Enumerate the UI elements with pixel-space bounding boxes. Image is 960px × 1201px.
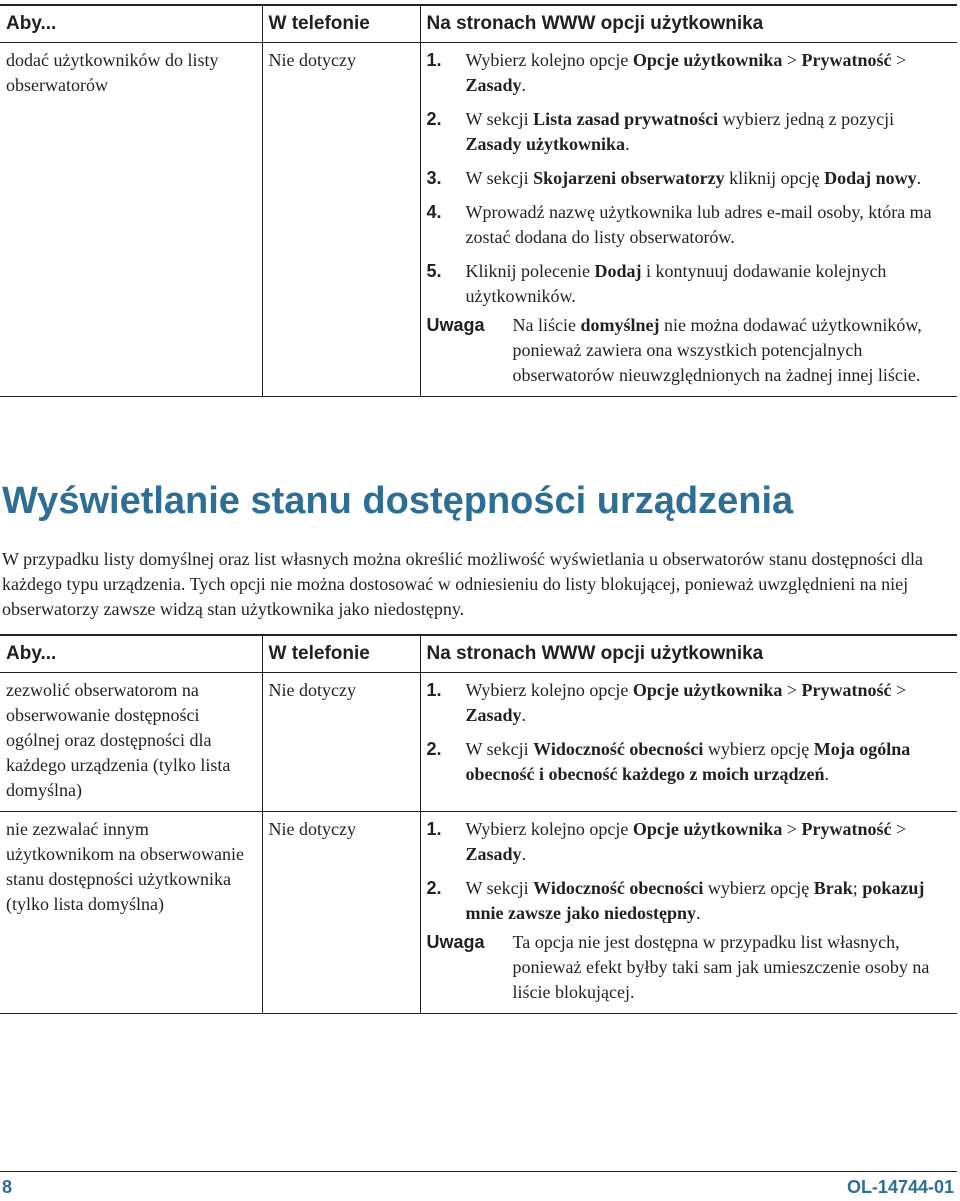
bold-term: Zasady [465, 705, 522, 725]
step-text [466, 109, 895, 154]
step-number: 1. [426, 50, 442, 70]
bold-term: Zasady [465, 75, 522, 95]
column-header-goal: Aby... [0, 5, 262, 43]
phone-cell: Nie dotyczy [262, 673, 420, 812]
table-header-row [0, 5, 957, 43]
table-row [0, 812, 957, 1014]
text-run: wybierz jedną z pozycji [718, 109, 895, 129]
web-steps-cell [420, 43, 957, 397]
bold-term: Skojarzeni obserwatorzy [533, 168, 725, 188]
bold-term: Dodaj nowy [824, 168, 917, 188]
goal-cell: nie zezwalać innym użytkownikom na obserwowanie stanu dostępności użytkownika (tylko lista domyślna) [0, 812, 262, 1014]
note-label: Uwaga [426, 315, 485, 335]
step-text [466, 261, 887, 306]
column-header-web: Na stronach WWW opcji użytkownika [420, 635, 957, 673]
table-row [0, 673, 957, 812]
text-run: W sekcji [465, 109, 534, 129]
text-run: Wybierz kolejno opcje [465, 50, 633, 70]
text-run: > [782, 680, 802, 700]
phone-cell: Nie dotyczy [262, 812, 420, 1014]
step-item [427, 200, 952, 250]
text-run: > [891, 50, 907, 70]
bold-term: Prywatność [801, 50, 892, 70]
bold-term: Widoczność obecności [533, 878, 704, 898]
step-item [427, 817, 952, 867]
step-number: 5. [426, 261, 442, 281]
bold-term: Opcje użytkownika [632, 50, 783, 70]
step-text [466, 819, 907, 864]
text-run: Kliknij polecenie [465, 261, 595, 281]
note-block [427, 313, 952, 388]
bold-term: Zasady [465, 844, 522, 864]
text-run: Wprowadź nazwę użytkownika lub adres e-mail osoby, która ma zostać dodana do listy obserwatorów. [465, 202, 932, 247]
text-run: kliknij opcję [724, 168, 825, 188]
goal-cell: zezwolić obserwatorom na obserwowanie dostępności ogólnej oraz dostępności dla każdego urządzenia (tylko lista domyślna) [0, 673, 262, 812]
procedure-table-add-watchers [0, 4, 957, 397]
step-item [427, 737, 952, 787]
steps-list [427, 678, 952, 787]
bold-term: Dodaj [594, 261, 642, 281]
step-item [427, 259, 952, 309]
web-steps-cell [420, 673, 957, 812]
text-run: Ta opcja nie jest dostępna w przypadku list własnych, ponieważ efekt byłby taki sam jak umieszczenie osoby na liście blokującej. [512, 932, 930, 1002]
column-header-phone: W telefonie [262, 5, 420, 43]
goal-cell: dodać użytkowników do listy obserwatorów [0, 43, 262, 397]
section-heading: Wyświetlanie stanu dostępności urządzenia [2, 480, 794, 522]
column-header-web: Na stronach WWW opcji użytkownika [420, 5, 957, 43]
step-number: 2. [426, 109, 442, 129]
note-text [513, 313, 952, 388]
text-run: . [521, 75, 527, 95]
bold-term: domyślnej [580, 315, 660, 335]
step-number: 1. [426, 819, 442, 839]
step-item [427, 166, 952, 191]
bold-term: Moja ogólna obecność i obecność każdego z moich urządzeń [465, 739, 911, 784]
step-text [466, 50, 907, 95]
procedure-table-device-availability [0, 634, 957, 1014]
bold-term: Opcje użytkownika [632, 680, 783, 700]
steps-list [427, 817, 952, 926]
text-run: wybierz opcję [703, 739, 814, 759]
note-label: Uwaga [426, 932, 485, 952]
text-run: W sekcji [465, 739, 534, 759]
table-row [0, 43, 957, 397]
text-run: > [891, 680, 907, 700]
bold-term: Widoczność obecności [533, 739, 704, 759]
bold-term: pokazuj mnie zawsze jako niedostępny [465, 878, 925, 923]
footer-rule [0, 1171, 957, 1172]
bold-term: Lista zasad prywatności [533, 109, 719, 129]
text-run: . [696, 903, 701, 923]
step-number: 3. [426, 168, 442, 188]
step-item [427, 107, 952, 157]
step-text [466, 739, 911, 784]
bold-term: Prywatność [801, 819, 892, 839]
text-run: Wybierz kolejno opcje [465, 819, 633, 839]
bold-term: Zasady użytkownika [465, 134, 626, 154]
bold-term: Prywatność [801, 680, 892, 700]
text-run: . [824, 764, 829, 784]
text-run: nie można dodawać użytkowników, ponieważ zawiera ona wszystkich potencjalnych obserwatorów nieuwzględnionych na żadnej innej liście. [512, 315, 922, 385]
step-item [427, 678, 952, 728]
step-item [427, 48, 952, 98]
table-header-row [0, 635, 957, 673]
text-run: > [782, 819, 802, 839]
step-text [466, 202, 932, 247]
steps-list [427, 48, 952, 309]
bold-term: Opcje użytkownika [632, 819, 783, 839]
text-run: Wybierz kolejno opcje [465, 680, 633, 700]
page-number: 8 [2, 1177, 13, 1197]
step-item [427, 876, 952, 926]
step-number: 2. [426, 878, 442, 898]
step-number: 2. [426, 739, 442, 759]
document-number: OL-14744-01 [846, 1177, 954, 1197]
text-run: . [521, 844, 527, 864]
bold-term: Brak [813, 878, 853, 898]
text-run: wybierz opcję [703, 878, 814, 898]
text-run: W sekcji [465, 878, 534, 898]
step-text [466, 878, 925, 923]
text-run: . [916, 168, 922, 188]
text-run: i kontynuuj dodawanie kolejnych użytkowników. [465, 261, 887, 306]
text-run: . [521, 705, 527, 725]
column-header-goal: Aby... [0, 635, 262, 673]
note-text [513, 930, 952, 1005]
step-text [466, 680, 907, 725]
column-header-phone: W telefonie [262, 635, 420, 673]
note-block [427, 930, 952, 1005]
phone-cell: Nie dotyczy [262, 43, 420, 397]
text-run: . [625, 134, 630, 154]
text-run: W sekcji [465, 168, 534, 188]
step-number: 4. [426, 202, 442, 222]
step-number: 1. [426, 680, 442, 700]
step-text [466, 168, 922, 188]
section-intro-paragraph: W przypadku listy domyślnej oraz list własnych można określić możliwość wyświetlania u obserwatorów stanu dostępności dla każdego typu urządzenia. Tych opcji nie można dostosować w odniesieniu do listy blokującej, ponieważ uwzględnieni na niej obserwatorzy zawsze widzą stan użytkownika jako niedostępny. [2, 549, 923, 619]
text-run: ; [852, 878, 863, 898]
text-run: Na liście [512, 315, 581, 335]
web-steps-cell [420, 812, 957, 1014]
text-run: > [891, 819, 907, 839]
text-run: > [782, 50, 802, 70]
